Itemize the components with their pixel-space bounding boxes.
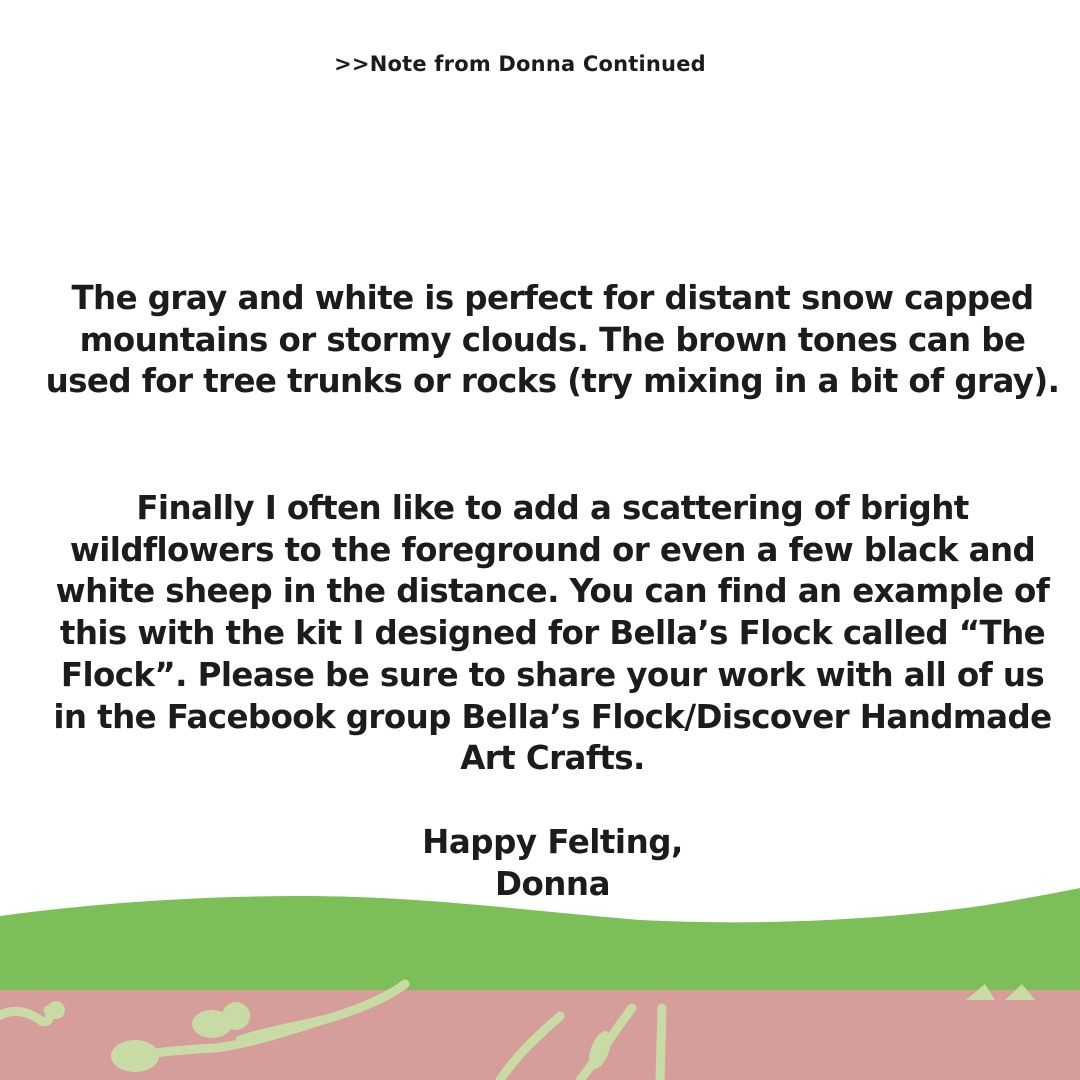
- page-title: >>Note from Donna Continued: [334, 52, 706, 76]
- green-hill: [0, 888, 1080, 992]
- paragraph-finally: Finally I often like to add a scattering of bright wildflowers to the foreground or even a few black and white sheep in the distance. You can find an example of this with the kit I designed for Bella’s Flock called “The Flock”. Please be sure to share your work with all of us in the Facebook group Bella’s Flock/Discover Handmade Art Crafts.: [53, 489, 1052, 778]
- paragraph-colors: The gray and white is perfect for distant snow capped mountains or stormy clouds. The brown tones can be used for tree trunks or rocks (try mixing in a bit of gray).: [45, 279, 1060, 401]
- signoff-closing: Happy Felting,: [422, 823, 683, 861]
- signoff-name: Donna: [494, 864, 610, 903]
- landscape-decoration: [0, 880, 1080, 1080]
